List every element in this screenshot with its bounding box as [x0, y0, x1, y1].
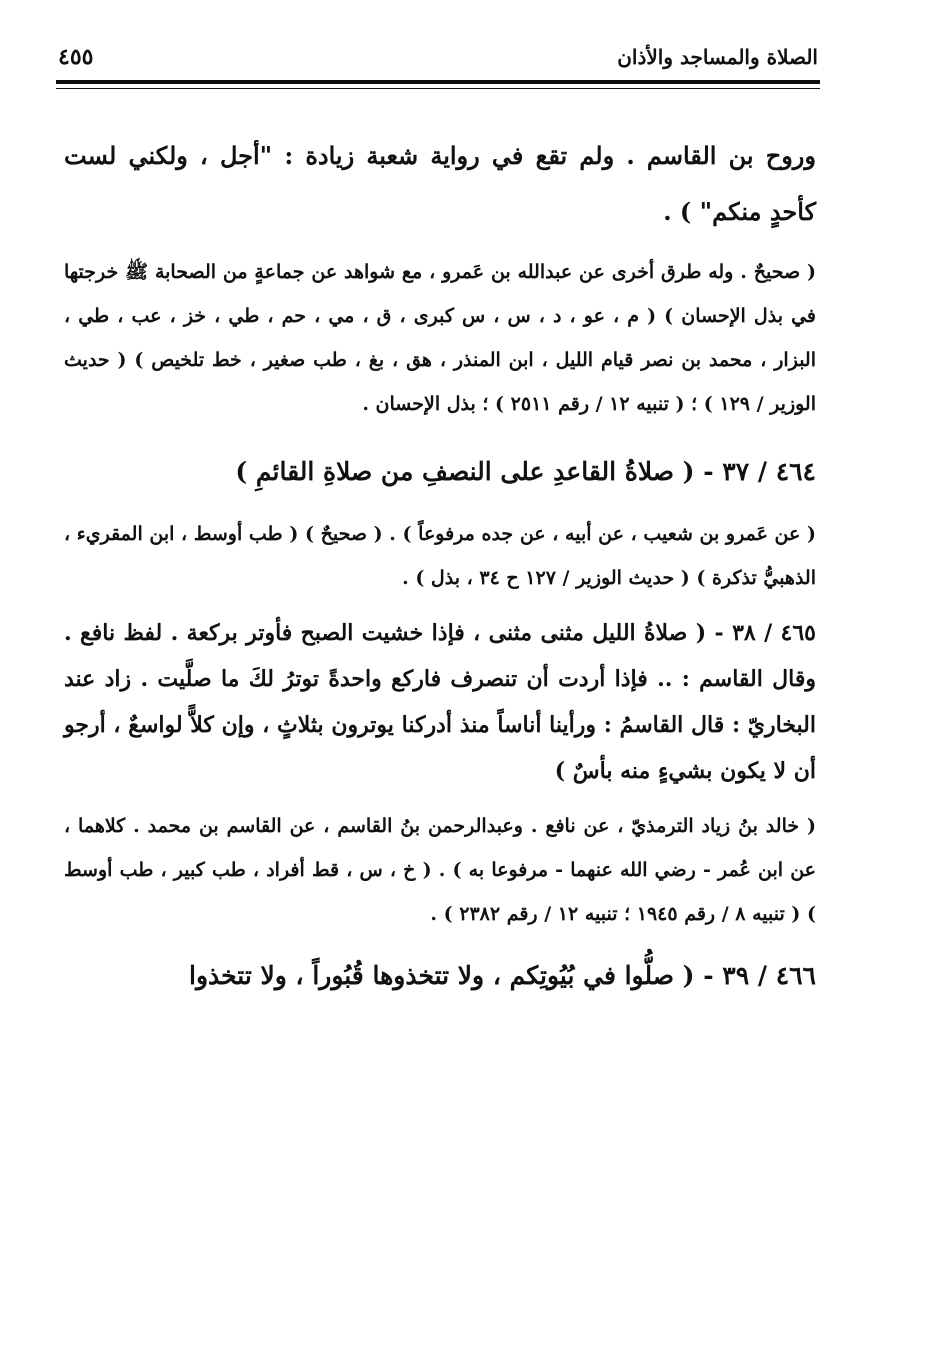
running-title: الصلاة والمساجد والأذان	[617, 45, 818, 69]
page-body	[64, 128, 816, 1006]
page-header	[58, 40, 818, 74]
spacer	[64, 240, 816, 250]
hadith-heading-464: ٤٦٤ / ٣٧ - ( صلاةُ القاعدِ على النصفِ من صلاةِ القائمِ )	[235, 457, 816, 486]
header-rule-thin	[56, 88, 820, 89]
spacer	[64, 426, 816, 442]
hadith-sources-465: ( خالد بنُ زياد الترمذيّ ، عن نافع . وعبدالرحمن بنُ القاسم ، عن القاسم بن محمد . كلاهما ، عن ابن عُمر - رضي الله عنهما - مرفوعا به ) . ( خ ، س ، قط أفراد ، طب كبير ، طب أوسط ) ( تنبيه ٨ / رقم ١٩٤٥ ؛ تنبيه ١٢ / رقم ٢٣٨٢ ) .	[64, 815, 816, 925]
spacer	[64, 794, 816, 804]
spacer	[64, 936, 816, 946]
hadith-heading-466: ٤٦٦ / ٣٩ - ( صلُّوا في بُيُوتِكم ، ولا تتخذوها قُبُوراً ، ولا تتخذوا	[189, 961, 816, 990]
page-number: ٤٥٥	[58, 44, 94, 70]
hadith-sources-464: ( عن عَمرو بن شعيب ، عن أبيه ، عن جده مرفوعاً ) . ( صحيحٌ ) ( طب أوسط ، ابن المقريء ، الذهبيُّ تذكرة ) ( حديث الوزير / ١٢٧ ح ٣٤ ، بذل ) .	[64, 523, 816, 589]
header-rule-thick	[56, 80, 820, 84]
spacer	[64, 600, 816, 610]
hadith-heading-465: ٤٦٥ / ٣٨ - ( صلاةُ الليل مثنى مثنى ، فإذا خشيت الصبح فأوتر بركعة . لفظ نافع . وقال القاسم : .. فإذا أردت أن تنصرف فاركع واحدةً توترُ لكَ ما صلَّيت . زاد عند البخاريّ : قال القاسمُ : ورأينا أناساً منذ أدركنا يوترون بثلاثٍ ، وإن كلاًّ لواسعٌ ، أرجو أن لا يكون بشيءٍ منه بأسٌ )	[64, 620, 816, 784]
hadith-text-continuation: وروح بن القاسم . ولم تقع في رواية شعبة زيادة : "أجل ، ولكني لست كأحدٍ منكم" ) .	[64, 141, 816, 226]
hadith-sources-463: ( صحيحٌ . وله طرق أخرى عن عبدالله بن عَمرو ، مع شواهد عن جماعةٍ من الصحابة ﷺ خرجتها في بذل الإحسان ) ( م ، عو ، د ، س ، س كبرى ، ق ، مي ، حم ، طي ، خز ، عب ، طي ، البزار ، محمد بن نصر قيام الليل ، ابن المنذر ، هق ، بغ ، طب صغير ، خط تلخيص ) ( حديث الوزير / ١٢٩ ) ؛ ( تنبيه ١٢ / رقم ٢٥١١ ) ؛ بذل الإحسان .	[64, 261, 816, 415]
spacer	[64, 502, 816, 512]
